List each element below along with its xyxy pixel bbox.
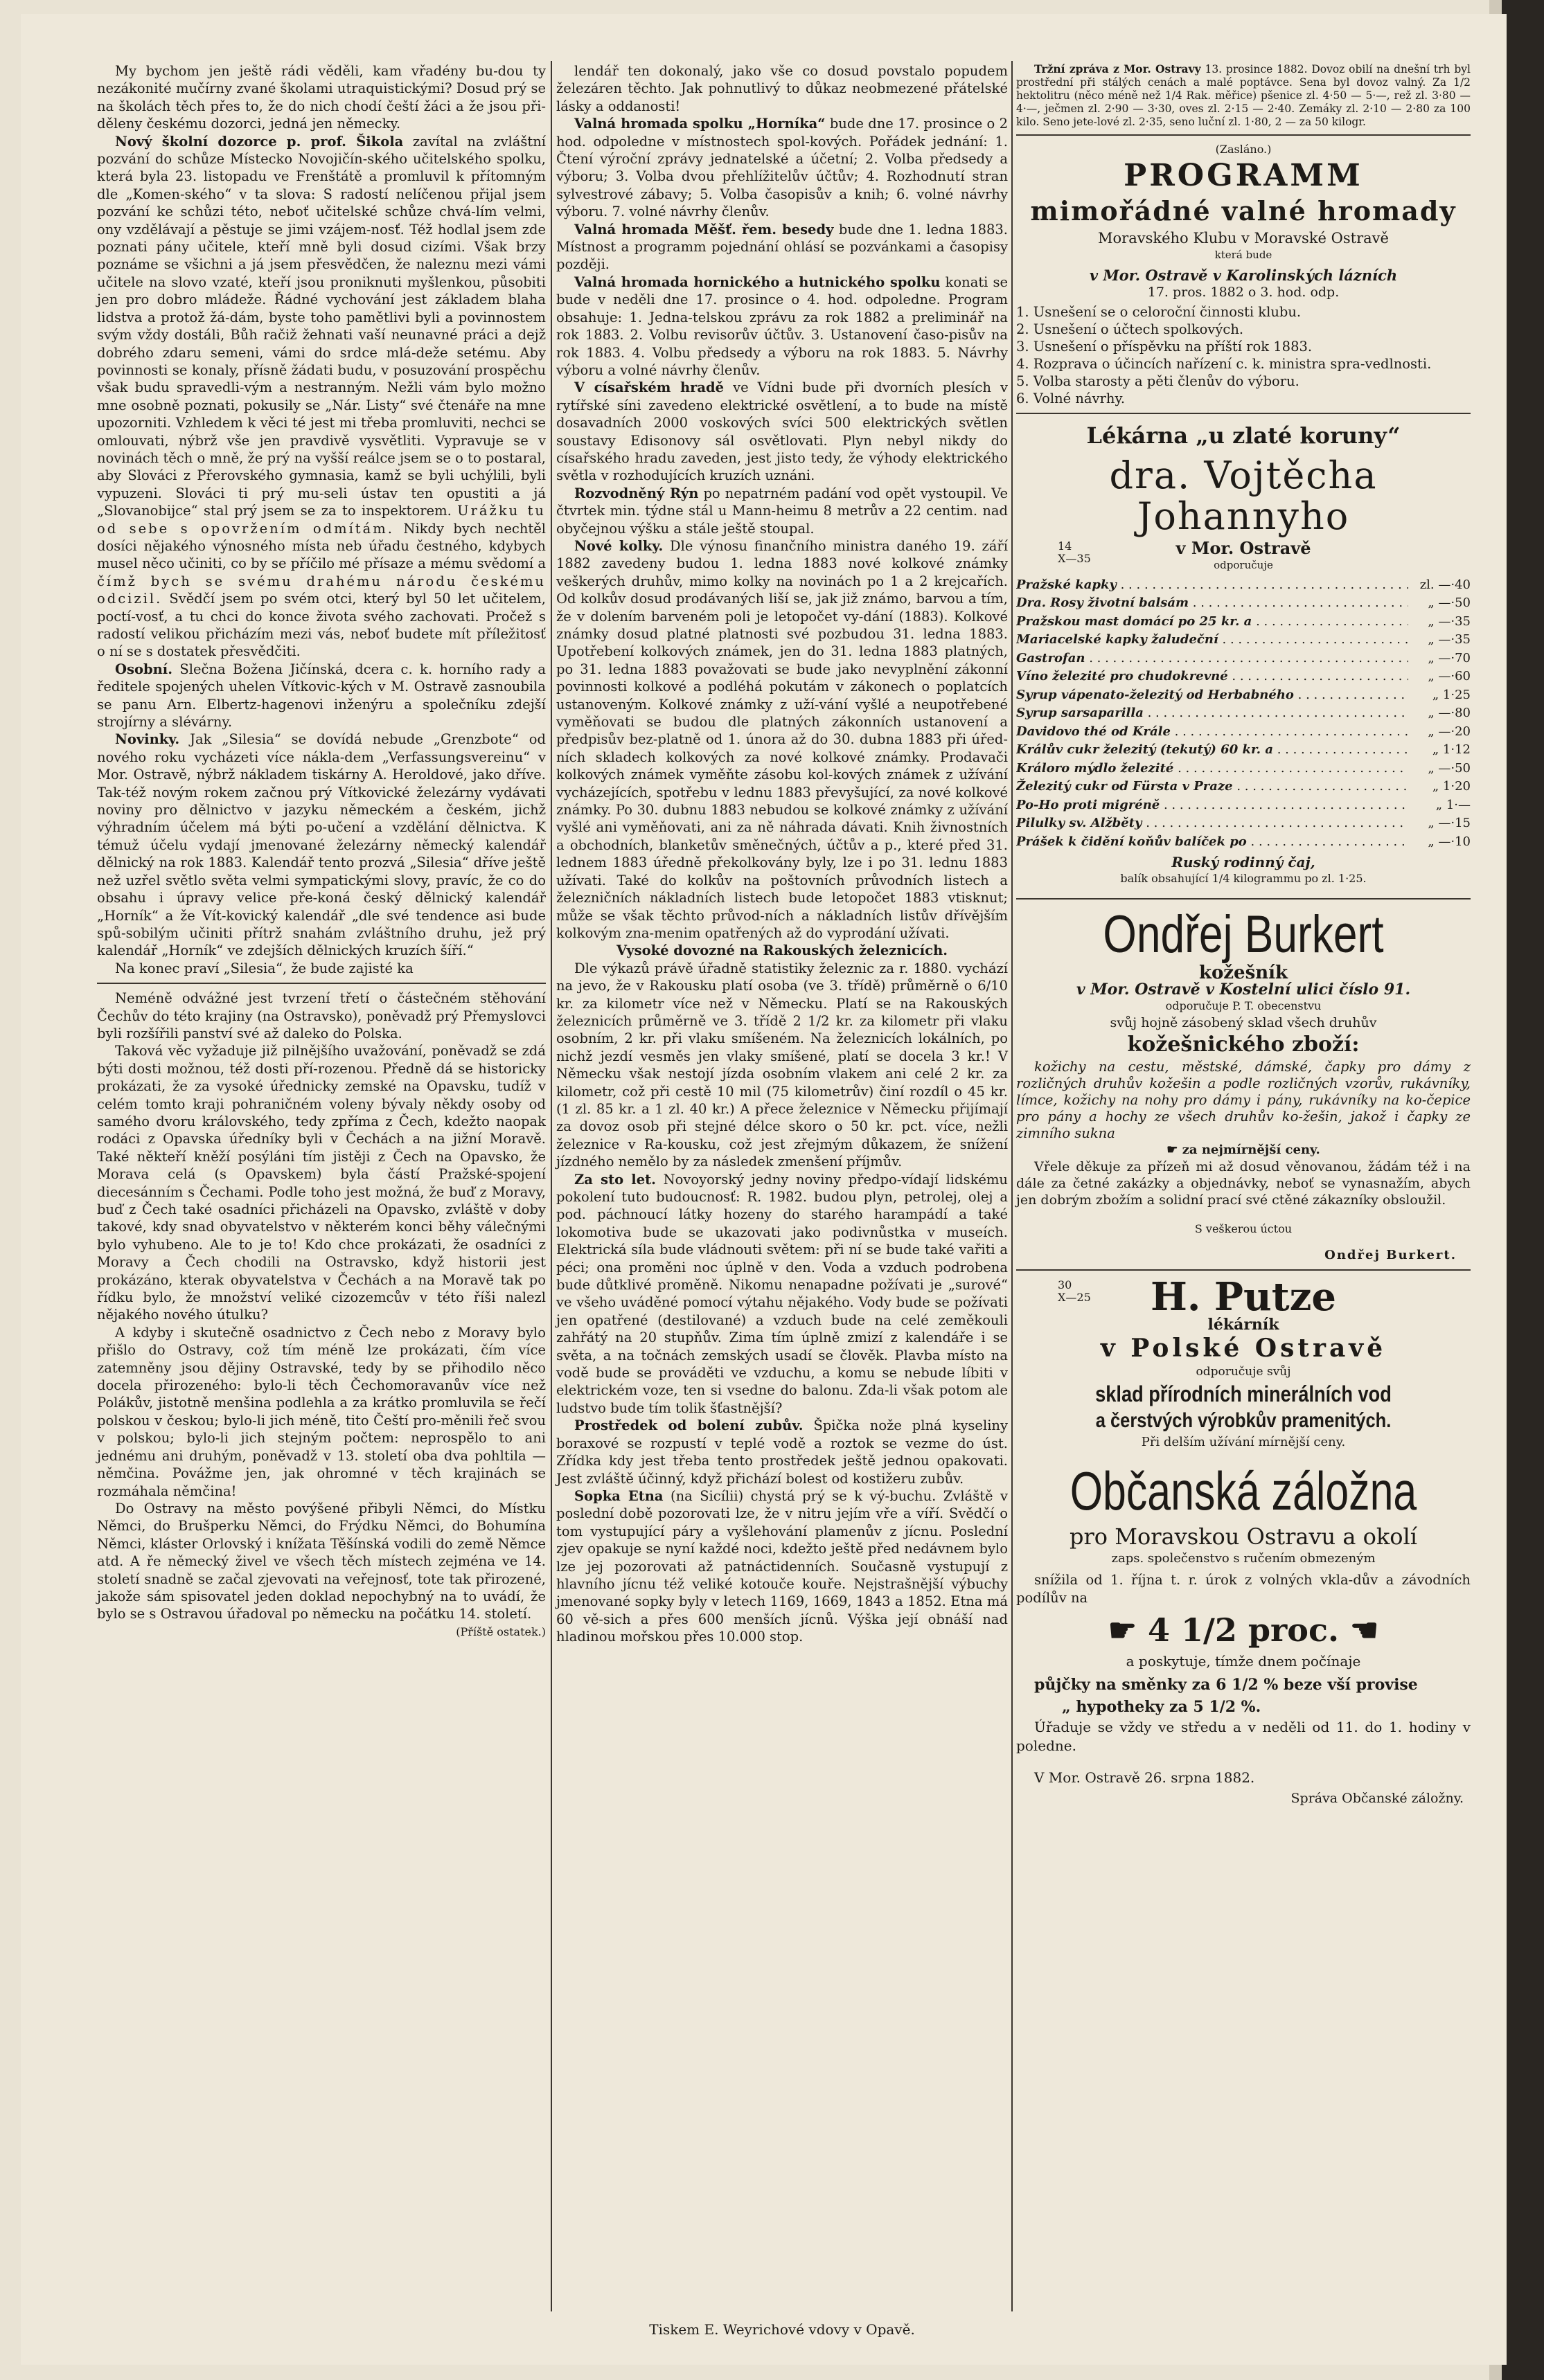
- text-rhine: po nepatrném padání vod opět vystoupil. Ve čtvrtek min. týdne stál u Mann-heimu 8 metrův a 22 centim. nad obyčejnou výšku a stále ještě stoupal.: [556, 485, 1008, 537]
- price-item-name: Víno železité pro chudokrevné . . .: [1016, 668, 1408, 686]
- price-item-name: Syrup sarsaparilla . . .: [1016, 704, 1408, 723]
- putze-header: [1016, 1274, 1471, 1321]
- text-castle: ve Vídni bude při dvorních plesích v rytířské síni zavedeno elektrické osvětlení, a to bude na místě dosavadních 2000 voskových svíci 500 elektrických světlen soustavy Edisonovy sál osvětlovati. Plyn nebyl nikdy do císařského hradu zaveden, jest jisto tedy, že výhody elektrického světla v rozhodujících kruzích uznáni.: [556, 379, 1008, 484]
- article-railways: Dle výkazů právě úřadně statistiky železnic za r. 1880. vychází na jevo, že v Rakousku platí osoba (ve 3. třídě) průměrně o 6/10 kr. za kilometr více než v Německu. Platí se na Rakouských železnicích průměrně ve 3. třídě 2 1/2 kr. za kilometr při vlaku osobním, 2 kr. při vlaku smíšeném. Na železnicích lokálních, po nichž jezdí vesměs jen vlaky smíšené, platí se docela 3 kr.! V Německu však nestojí jízda osobním vlakem ani celé 2 kr. za kilometr, což při cestě 10 mil (75 kilometrův) činí rozdíl o 45 kr. (1 zl. 85 kr. a 1 zl. 40 kr.) A přece železnice v Německu přijímají za dovoz osob při stejné délce skoro o 50 kr. pct. více, nežli železnice v Ra-kousku, což jest zřejmým důkazem, že snížení jízdného nemělo by za následek zmenšení příjmův.: [556, 960, 1008, 1170]
- price-item-name: Gastrofan . . .: [1016, 650, 1408, 668]
- putze-sklad: sklad přírodních minerálních vod: [1095, 1381, 1392, 1407]
- burkert-address: v Mor. Ostravě v Kostelní ulici číslo 91.: [1076, 981, 1411, 999]
- price-row: [1016, 814, 1471, 833]
- putze-code-1: 30: [1058, 1278, 1072, 1292]
- price-item-name: Dra. Rosy životní balsám . . .: [1016, 594, 1408, 613]
- zalozna-city: pro Moravskou Ostravu a okolí: [1070, 1523, 1417, 1550]
- putze-code: [1058, 1279, 1091, 1304]
- putze-city: v Polské Ostravě: [1100, 1334, 1387, 1363]
- burkert-price-text: za nejmírnější ceny.: [1182, 1143, 1320, 1158]
- headline-castle: V císařském hradě: [574, 379, 725, 396]
- pointing-hand-icon: ☛: [1108, 1611, 1148, 1649]
- zalozna-date: V Mor. Ostravě 26. srpna 1882.: [1034, 1769, 1255, 1787]
- binding-spine: [1502, 0, 1544, 2380]
- text-inspector: zavítal na zvláštní pozvání do schůze Místecko Novojičín-ského učitelského spolku, která byla 23. listopadu ve Frenštátě a promluvil k přítomným dle „Komen-ského“ v ta slova: S radostí nelíčenou přijal jsem pozvání ke schůzi této, neboť učitelské schůze chvá-lím velmi, ony vzdělávají a pěstuje se jimi vzájem-nosť. Též hodlal jsem zde poznati pány učitele, kteří mně byli dosud cizími. Však brzy poznáme se všichni a já jsem přesvědčen, že naleznu mezi vámi učitele na slovo vzaté, kteří jsou proniknuti myšlenkou, působiti jen pro dobro mládeže. Řádné vychování jest základem blaha lidstva a protož žá-dám, byste toho pamětlivi byli a povinnostem svým vždy dostáli, Bůh račiž žehnati vaší neunavné práci a dejž dobrého zdaru semeni, vámi do srdce mlá-deže setému. Aby povinnosti se konaly, přísně žádati budu, v posuzování prospěchu však budu spravedli-vým a nestranným. Nežli vám bylo možno mne osobně poznati, pokusily se „Nár. Listy“ své čtenáře na mne upozorniti. Vzhledem k věci té jest mi třeba promluviti, nechci se omlouvati, nýbrž vše jen pravdivě vysvětliti. Vypravuje se v novinách těch o mně, že prý na vyšší reálce jsem se o to postaral, aby Slováci z Přerovského gymnasia, kamž se byli uchýlili, byli vypuzeni. Slováci ti prý mu-seli ústav ten opustiti a já „Slovanobijce“ stal prý jsem se za to inspektorem.: [97, 133, 546, 519]
- program-date: 17. pros. 1882 o 3. hod. odp.: [1147, 284, 1340, 300]
- program-item: 6. Volné návrhy.: [1016, 390, 1126, 406]
- text-hornik: bude dne 17. prosince o 2 hod. odpoledne v místnostech spol-kových. Pořádek jednání: 1. Čtení výroční zprávy jednatelské a účetní; 2. Volba předsedy a výboru; 3. Volba dvou přehlížitelův účtův; 4. Rozhodnutí stran sylvestrové zábavy; 5. Volba časopisův a knih; 6. volné návrhy výboru. 7. volné návrhy členův.: [556, 116, 1009, 220]
- divider: [97, 983, 546, 984]
- burkert-sign1: S veškerou úctou: [1194, 1222, 1293, 1236]
- zalozna-text: snížila od 1. října t. r. úrok z volných vkla-dův a závodních podílův na: [1016, 1572, 1471, 1607]
- headline-stamps: Nové kolky.: [574, 537, 664, 554]
- price-item-price: „ —·60: [1428, 669, 1471, 684]
- zalozna-rate-row: [1016, 1607, 1471, 1653]
- pharmacy-rec: odporučuje: [1214, 558, 1273, 571]
- pharmacy-code-2: X—35: [1058, 551, 1091, 565]
- article-history-3: A kdyby i skutečně osadnictvo z Čech nebo z Moravy bylo přišlo do Ostravy, což tím méně lze prokázati, čím více zatemněny jsou dějiny Ostravské, tedy by se přihodilo něco docela přirozeného: bylo-li těch Čechomoravanův více než Polákův, jistotně menšina podlehla a za krátko promluvila se řečí polskou v českou; bylo-li jich méně, tito Čeští pro-měnili řeč svou v polskou; bylo-li jich stejným počtem: neprospělo to ani jednému ani druhým, poněvadž v 13. století oba dva pohltila — němčina. Povážme jen, jak ohromné v těch krajinách se rozmáhala němčina!: [97, 1324, 546, 1499]
- article-beseda: [556, 221, 1008, 274]
- program-item: 2. Usnešení o účtech spolkových.: [1016, 321, 1244, 337]
- text-toothache: Špička nože plná kyseliny boraxové se rozpustí v teplé vodě a roztok se vezme do úst. Zřídka kdy jest třeba tento prostředek ještě jednou opakovati. Jest zvláště účinný, když přichází bolest od kostižeru zubův.: [556, 1417, 1009, 1487]
- price-item-price: zl. —·40: [1419, 577, 1471, 592]
- price-item-price: „ 1·—: [1435, 797, 1471, 812]
- zalozna-text2: a poskytuje, tímže dnem počínaje: [1126, 1653, 1361, 1670]
- zalozna-hours: Úřaduje se vždy ve středu a v neděli od 11. do 1. hodiny v poledne.: [1016, 1719, 1471, 1755]
- price-row: [1016, 668, 1471, 686]
- pharmacy-code-1: 14: [1058, 539, 1072, 553]
- printer-imprint: Tiskem E. Weyrichové vdovy v Opavě.: [649, 2321, 915, 2338]
- price-item-name: Králoro mýdlo železité . . .: [1016, 760, 1408, 778]
- article-hornik: [556, 115, 1008, 220]
- program-item: 5. Volba starosty a pěti členův do výboru.: [1016, 373, 1299, 389]
- column-2: [556, 62, 1008, 1646]
- program-org: Moravského Klubu v Moravské Ostravě: [1098, 229, 1389, 247]
- headline-rhine: Rozvodněný Rýn: [574, 485, 699, 501]
- headline-railways: Vysoké dovozné na Rakouských železnicích.: [616, 942, 948, 959]
- article-rhine: [556, 485, 1008, 537]
- program-item: 4. Rozprava o účincích nařízení c. k. ministra spra-vedlnosti.: [1016, 355, 1432, 372]
- market-headline: Tržní zpráva z Mor. Ostravy: [1034, 62, 1201, 75]
- column-rule-1: [551, 61, 552, 2311]
- text-etna: (na Sicílii) chystá prý se k vý-buchu. Zvláště v poslední době pozorovati lze, že v nitru jejím vře a víří. Svědčí o tom vystupující páry a vyšlehování plamenův z jícnu. Poslední zjev opakuje se nyní každé noci, kdežto ještě před nedávnem bylo lze jej pozorovati až patnáctidenních. Současně vystupují z hlavního jícnu též veliké kotouče kouře. Nejstrašnější výbuchy jmenované sopky byly v letech 1169, 1669, 1843 a 1852. Etna má 60 vě-sich a přes 600 menších jícnů. Výška její obnáší nad hladinou mořskou přes 10.000 stop.: [556, 1487, 1009, 1645]
- pharmacy-city: v Mor. Ostravě: [1175, 537, 1311, 558]
- zalozna-name: Občanská záložna: [1070, 1460, 1417, 1522]
- article-history-2: Taková věc vyžaduje již pilnějšího uvažování, poněvadž se zdá býti dosti možnou, též dosti pří-rozenou. Předně dá se historicky prokázati, že za vysoké úřednicky zemské na Opavsku, tudíž v celém tomto kraji pohraničném voleny bývaly někdy osoby od samého dvoru královského, tedy zpříma z Čech, kdežto naopak rodáci z Opavska úředníky byli v Čechách a na jižní Moravě. Také někteří kněží posýláni tím jistěji z Čech na Opavsko, že Morava celá (s Opavskem) byla částí Pražské-spojení diecesánním s Čechami. Podle toho jest možná, že buď z Moravy, buď z Čech také osadníci přicházeli na Opavsko, zvláště v doby takové, kdy snad obyvatelstvo v některém konci běhy válečnými bylo vyhubeno. Ale to je to! Kdo chce prokázati, že osadníci z Moravy a Čech chodili na Ostravsko, když historii jest prokázáno, kterak obyvatelstva v Čechách a na Moravě tak po řídku bylo, že množství veliké cizozemcův v této říši nalezl nějakého nového útulku?: [97, 1043, 546, 1323]
- pointing-hand-icon: ☛: [1166, 1143, 1182, 1158]
- price-row: [1016, 631, 1471, 650]
- burkert-rec2: svůj hojně zásobený sklad všech druhův: [1110, 1015, 1377, 1031]
- pointing-hand-icon: ☚: [1338, 1611, 1379, 1649]
- pharmacy-code: [1058, 540, 1091, 565]
- text-century: Novoyorský jedny noviny předpo-vídají lidskému pokolení tuto budoucnosť: R. 1982. budou plyn, petrolej, olej a pod. páchnoucí látky hozeny do starého harampádí a také lokomotiva bude se ukazovati jako podivnůstka v museích. Elektrická síla bude vládnouti světem: při ní se bude také vařiti a péci; ona proměni noc úplně v den. Voda a vzduch podrobena bude důtklivé proměně. Nikomu nenapadne požívati je „surové“ ve všeho uváděné pomocí výtahu nějakého. Vody bude se požívati jen opatřené (destilované) a vzduch bude na celé zeměkouli zahřátý na 20 stupňův. Zima tím úplně zmizí z kalendáře i se světa, a na točnách zemských usadí se člověk. Plavba místo na vodě bude se prováděti ve vzduchu, a komu se nebude líbiti v elektrickém voze, ten si vsedne do balonu. Zda-li však potom ale ludstvo bude tím tolik šťastnější?: [556, 1171, 1008, 1416]
- burkert-sign2: Ondřej Burkert.: [1324, 1248, 1457, 1263]
- price-row: [1016, 576, 1471, 595]
- price-row: [1016, 796, 1471, 815]
- zalozna-loan2: „ hypotheky za 5 1/2 %.: [1062, 1698, 1261, 1717]
- zaslano-label: (Zasláno.): [1215, 143, 1272, 156]
- text-inspector-emph2: čímž bych se svému drahému národu českému odcizil.: [97, 573, 546, 607]
- program-item: 1. Usnešení se o celoroční činnosti klubu.: [1016, 303, 1302, 320]
- divider: [1016, 413, 1471, 414]
- market-text: 13. prosince 1882. Dovoz obilí na dnešní trh byl prostřední při stálých cenách a malé poptávce. Sena byl dovoz valný. Za 1/2 hektolitru (něco méně než 1/4 Rak. měřice) pšenice zl. 4·50 — 5·—, rež zl. 3·80 — 4·—, ječmen zl. 2·90 — 3·30, oves zl. 2·15 — 2·40. Zemáky zl. 2·10 — 2·80 za 100 kilo. Seno jete-lové zl. 2·35, seno luční zl. 1·80, 2 — za 50 kilogr.: [1016, 63, 1471, 128]
- program-place: v Mor. Ostravě v Karolinských lázních: [1089, 266, 1398, 284]
- price-row: [1016, 778, 1471, 796]
- headline-mining: Valná hromada hornického a hutnického spolku: [574, 274, 941, 290]
- headline-beseda: Valná hromada Měšť. řem. besedy: [574, 221, 834, 238]
- text-stamps: Dle výnosu finančního ministra daného 19. září 1882 zavedeny budou 1. ledna 1883 nové kolkové známky veškerých druhův, mimo kolky na novinách po 1 a 2 krejcařích. Od kolkův dosud prodávaných liší se, jak již známo, barvou a tím, že v dolením barveném poli je letopočet vy-dání (1883). Kolkové známky dosud platné platnosti své pozbudou 31. ledna 1883. Upotřebení kolkových známek, jen do 31. ledna 1883 platných, po 31. ledna 1883 považovati se bude jako nevyplnění zákonní povinnosti kolkové a podléhá pokutám v zákonech o poplatcích ustanoveným. Kolkové známky z uží-vání vyšlé a neupotřebené vyměňovati se budou dle platných zákonních ustanovení a předpisův bez-platně od 1. února až do 30. dubna 1883 při úřed-ních skladech kolkových za nové kolkové známky. Prodavači kolkových známek vyměňte zásobu kol-kových známek z užívání vycházejících, spotřebu v lednu 1883 převyšující, za nové kolkové známky. Po 30. dubnu 1883 nebudou se kolkové známky z užívání vyšlé ani vyměňovati, ani za ně náhrada dávati. Knih živnostních a obchodních, blanketův směnečných, účtův a p., které před 31. lednem 1883 úředně překolkovány byly, lze i po 31. lednu 1883 užívati. Také do kolkův na poštovních průvodních listech a železničních nákladních listech bude letopočet 1883 vtisknut; může se však těchto průvod-ních a nákladních listův dřívějším kolkovým zna-menim opatřených až do vyprodání užívati.: [556, 537, 1008, 941]
- program-list: [1016, 303, 1471, 407]
- program-item: 3. Usnešení o příspěvku na příští rok 1883.: [1016, 338, 1313, 355]
- article-news: [97, 731, 546, 959]
- price-item-price: „ —·20: [1428, 724, 1471, 739]
- burkert-trade: kožešník: [1198, 963, 1288, 984]
- price-item-name: Syrup vápenato-železitý od Herbabného . . .: [1016, 686, 1408, 705]
- article-personal: [97, 661, 546, 731]
- article-toothache: [556, 1417, 1008, 1487]
- column-1: [97, 62, 546, 1640]
- price-item-price: „ —·35: [1428, 614, 1471, 629]
- burkert-goods: kožešnického zboží:: [1127, 1032, 1360, 1057]
- headline-hornik: Valná hromada spolku „Horníka“: [574, 116, 826, 132]
- article-stamps: [556, 537, 1008, 942]
- price-item-price: „ —·10: [1428, 834, 1471, 849]
- price-item-price: „ —·50: [1428, 760, 1471, 776]
- price-row: [1016, 760, 1471, 778]
- price-row: [1016, 594, 1471, 613]
- divider: [1016, 898, 1471, 900]
- price-item-price: „ —·50: [1428, 596, 1471, 611]
- program-subtitle: mimořádné valné hromady: [1030, 195, 1457, 226]
- pharmacy-headline: Lékárna „u zlaté koruny“: [1086, 422, 1401, 449]
- putze-fresh: a čerstvých výrobkův pramenitých.: [1095, 1409, 1392, 1433]
- zalozna-rate: 4 1/2 proc.: [1148, 1611, 1339, 1649]
- burkert-price: [1016, 1142, 1471, 1158]
- headline-toothache: Prostředek od bolení zubův.: [574, 1417, 804, 1434]
- market-report: [1016, 62, 1471, 129]
- price-row: [1016, 704, 1471, 723]
- program-title: PROGRAMM: [1124, 158, 1363, 193]
- price-item-price: „ —·70: [1428, 650, 1471, 665]
- putze-price: Při delším užívání mírnější ceny.: [1141, 1435, 1346, 1450]
- pharmacy-tea-desc: balík obsahující 1/4 kilogrammu po zl. 1·25.: [1120, 872, 1367, 886]
- text-beseda: bude dne 1. ledna 1883. Místnost a programm pojednání ohlásí se pozvánkami a časopisy později.: [556, 221, 1008, 273]
- price-item-name: Železitý cukr od Fürsta v Praze . . .: [1016, 778, 1408, 796]
- price-item-name: Mariacelské kapky žaludeční . . .: [1016, 631, 1408, 650]
- price-row: [1016, 833, 1471, 852]
- zalozna-sign: Správa Občanské záložny.: [1290, 1791, 1464, 1807]
- price-item-price: „ —·15: [1428, 816, 1471, 831]
- price-item-price: „ 1·20: [1432, 779, 1471, 794]
- article-castle: [556, 379, 1008, 484]
- article-mining: [556, 274, 1008, 379]
- headline-etna: Sopka Etna: [574, 1487, 664, 1504]
- price-row: [1016, 650, 1471, 668]
- putze-code-2: X—25: [1058, 1291, 1091, 1305]
- text-inspector-2: Nikdy bych nechtěl dosíci nějakého výnosného místa neb úřadu čestného, kdybych musel něco učiniti, co by se příčilo mé přísaze a mému svědomí a: [97, 520, 546, 572]
- price-item-name: Davidovo thé od Krále . . .: [1016, 723, 1408, 742]
- price-item-name: Po-Ho proti migréně . . .: [1016, 796, 1408, 815]
- pharmacy-tea: Ruský rodinný čaj,: [1171, 854, 1315, 871]
- article-inspector: [97, 133, 546, 661]
- price-row: [1016, 686, 1471, 705]
- column-3-ads: [1016, 62, 1471, 1807]
- article-news-end: Na konec praví „Silesia“, že bude zajisté ka: [115, 960, 414, 976]
- text-mining: konati se bude v neděli dne 17. prosince o 4. hod. odpoledne. Program obsahuje: 1. Jedna-telskou zprávu za rok 1882 a preliminář na rok 1883. 2. Volbu revisorův účtův. 3. Ustanovení časo-pisův na rok 1883. 4. Volbu předsedy a výboru na rok 1883. 5. Návrhy výboru a volné návrhy členův.: [556, 274, 1008, 378]
- text-news: Jak „Silesia“ se dovídá nebude „Grenzbote“ od nového roku vycházeti více nákla-dem „Verfassungsvereinu“ v Mor. Ostravě, nýbrž nákladem tiskárny A. Heroldové, jako dříve. Tak-též novým rokem začnou prý Vítkovické železárny vydávati noviny pro dělnictvo v jazyku německém a českém, jichž výhradním účelem má býti po-učení a vzdělání dělnictva. K témuž účelu vydají jmenované železárny německý kalendář dělnický na rok 1883. Kalendář tento prozvá „Silesia“ dříve ještě než uzřel světlo světa velmi sympatickými slovy, pravíc, že co do obsahu i úpravy velice pře-koná český dělnický kalendář „Horník“ a že Vít-kovický kalendář „dle své tendence asi bude spů-sobilým učiniti přítrž snahám zvláštního druhu, jež prý kalendář „Horník“ ve zdejších dělnických kruzích šíří.“: [97, 731, 546, 959]
- headline-century: Za sto let.: [574, 1171, 656, 1188]
- article-calendar-end: lendář ten dokonalý, jako vše co dosud povstalo popudem železáren těchto. Jak pohnutlivý to důkaz neobmezené přátelské lásky a oddanosti!: [556, 63, 1008, 114]
- price-item-price: „ 1·12: [1432, 742, 1471, 758]
- divider: [1016, 1269, 1471, 1271]
- headline-inspector: Nový školní dozorce p. prof. Šikola: [115, 133, 404, 150]
- burkert-list: kožichy na cestu, městské, dámské, čapky pro dámy z rozličných druhův kožešin a podle rozličných vzorův, rukávníky, límce, kožichy na nohy pro dámy i pány, rukávníky na ko-čepice pro pány a hochy ze všech druhův ko-žešin, jakož i čapky ze zimního sukna: [1016, 1059, 1471, 1142]
- article-etna: [556, 1487, 1008, 1646]
- divider: [1016, 134, 1471, 136]
- price-row: [1016, 723, 1471, 742]
- article-century: [556, 1171, 1008, 1417]
- price-item-name: Pražské kapky . . .: [1016, 576, 1408, 595]
- price-item-name: Pilulky sv. Alžběty . . .: [1016, 814, 1408, 833]
- putze-name: H. Putze: [1150, 1274, 1337, 1321]
- article-schools: My bychom jen ještě rádi věděli, kam vřadény bu-dou ty nezákonité mučírny zvané školami utraquistickými? Dosud prý se na školách těch přes to, že do nich chodí čeští žáci a že jsou při-děleny českému dozorci, jedná jen německy.: [97, 63, 546, 132]
- putze-trade: lékárník: [1207, 1316, 1279, 1334]
- price-item-price: „ —·80: [1428, 706, 1471, 721]
- price-item-name: Pražskou mast domácí po 25 kr. a . . .: [1016, 613, 1408, 632]
- putze-rec: odporučuje svůj: [1196, 1365, 1291, 1379]
- zalozna-reg: zaps. společenstvo s ručením obmezeným: [1111, 1551, 1376, 1566]
- pharmacy-city-row: [1016, 537, 1471, 576]
- burkert-name: Ondřej Burkert: [1103, 905, 1384, 965]
- headline-personal: Osobní.: [115, 661, 172, 677]
- price-item-price: „ —·35: [1428, 632, 1471, 647]
- price-item-name: Králův cukr železitý (tekutý) 60 kr. a . . .: [1016, 741, 1408, 760]
- column-rule-2: [1011, 61, 1013, 2311]
- text-inspector-3: Svědčí jsem po svém otci, který byl 50 let učitelem, poctí-vosť, a tu chci do konce života svého zachovati. Pročež s radostí velikou přicházím mezi vás, neboť budete mít příležitosť o ní se s dostatek přesvědčiti.: [97, 591, 546, 660]
- article-history-4: Do Ostravy na město povýšené přibyli Němci, do Místku Němci, do Brušperku Němci, do Frýdku Němci, do Bohumína Němci, kláster Orlovský i knížata Těšínská vodili do země Němce atd. A ře německý živel ve všech těch místech zejména ve 14. století snadně se začal zjevovati na veřejnosť, tote tak přirozené, jakože sám spisovatel jeden doklad nepochybný na to uvádí, že bylo se s Ostravou úřadoval po německu na počátku 14. století.: [97, 1500, 546, 1622]
- continued-note: (Příště ostatek.): [456, 1625, 546, 1638]
- price-row: [1016, 741, 1471, 760]
- burkert-thanks: Vřele děkuje za přízeň mi až dosud věnovanou, žádám též i na dále za četné zakázky a objednávky, neboť se vynasnažím, abych jen dobrým zbožím a solidní prací své ctěné zákazníky obsloužil.: [1016, 1159, 1471, 1208]
- text-personal: Slečna Božena Jičínská, dcera c. k. horního rady a ředitele spojených uhelen Vítkovic-kých v M. Ostravě zasnoubila se panu Arn. Elbertz-hagenovi inženýru a společníku zdejší strojírny a slévárny.: [97, 661, 546, 731]
- price-list: [1016, 576, 1471, 852]
- pharmacy-name: dra. Vojtěcha Johannyho: [1109, 453, 1378, 539]
- price-item-name: Prášek k čidění koňův balíček po . . .: [1016, 833, 1408, 852]
- headline-news: Novinky.: [115, 731, 180, 748]
- program-kt: která bude: [1214, 248, 1272, 261]
- burkert-rec: odporučuje P. T. obecenstvu: [1165, 999, 1322, 1013]
- article-history-1: Neméně odvážné jest tvrzení třetí o částečném stěhování Čechův do této krajiny (na Ostravsko), poněvadž prý Přemyslovci byli rozšířili panství své až daleko do Polska.: [97, 990, 546, 1041]
- zalozna-loan: půjčky na směnky za 6 1/2 % beze vší provise: [1034, 1676, 1418, 1694]
- price-row: [1016, 613, 1471, 632]
- text-inspector-emph: Urážku tu od sebe s opovržením odmítám.: [97, 503, 546, 537]
- price-item-price: „ 1·25: [1432, 687, 1471, 702]
